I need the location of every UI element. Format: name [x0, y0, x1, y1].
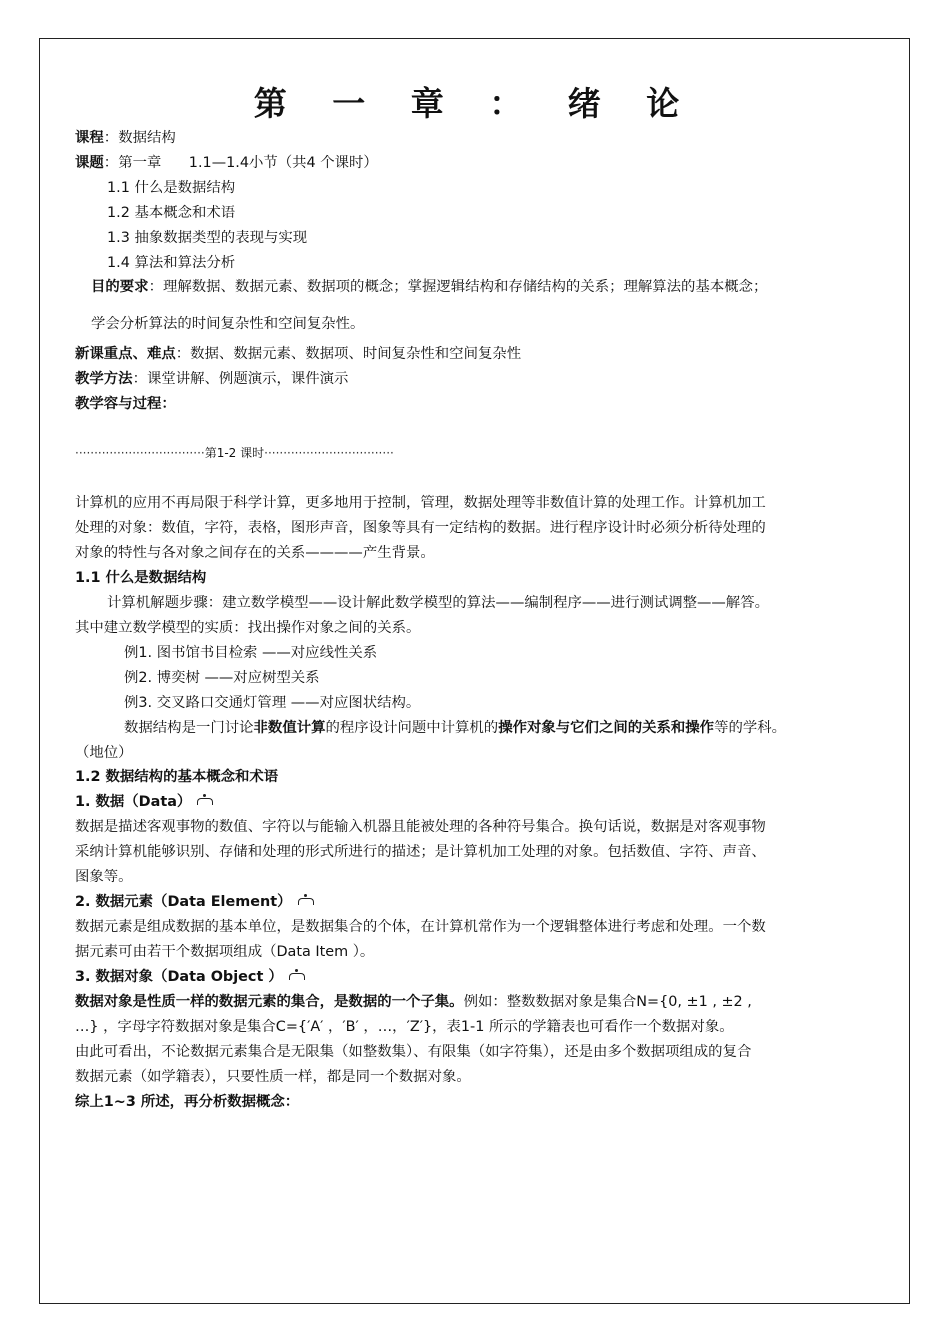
item-3-title	[75, 967, 305, 987]
example-item: 例2. 博奕树 ——对应树型关系	[124, 670, 320, 686]
item-3-lead-rest: 例如：整数数据对象是集合N={0, ±1 , ±2 ,	[463, 994, 752, 1010]
process-heading: 教学容与过程：	[75, 396, 176, 412]
annotation-icon	[298, 898, 314, 905]
toc-item: 1.2 基本概念和术语	[107, 205, 236, 221]
example-item: 例1. 图书馆书目检索 ——对应线性关系	[124, 645, 378, 661]
key-points-line	[75, 344, 521, 364]
item-3-lead	[75, 992, 752, 1012]
summary-line: 综上1~3 所述，再分析数据概念：	[75, 1094, 300, 1110]
item-1-title	[75, 792, 213, 812]
session-dots-left: ··································	[75, 446, 205, 460]
item-2-line: 数据元素是组成数据的基本单位，是数据集合的个体，在计算机常作为一个逻辑整体进行考虑和处理。一个数	[75, 919, 766, 935]
example-item: 例3. 交叉路口交通灯管理 ——对应图状结构。	[124, 695, 421, 711]
item-2-title-text: 2. 数据元素（Data Element）	[75, 894, 292, 910]
definition-text: 的程序设计问题中计算机的	[325, 720, 499, 736]
key-points-label: 新课重点、难点	[75, 346, 176, 362]
session-dots-right: ··································	[264, 446, 394, 460]
topic-line	[75, 153, 378, 173]
chapter-title: 第 一 章 ： 绪 论	[253, 84, 697, 123]
toc-item: 1.1 什么是数据结构	[107, 180, 236, 196]
intro-line: 计算机的应用不再局限于科学计算，更多地用于控制，管理，数据处理等非数值计算的处理工作。计算机加工	[75, 495, 766, 511]
annotation-icon	[289, 973, 305, 980]
item-3-line: 由此可看出，不论数据元素集合是无限集（如整数集）、有限集（如字符集），还是由多个数据项组成的复合	[75, 1044, 752, 1060]
key-points-value: ：数据、数据元素、数据项、时间复杂性和空间复杂性	[175, 346, 522, 362]
definition-bold: 非数值计算	[253, 720, 326, 736]
intro-line: 处理的对象：数值，字符，表格，图形声音，图象等具有一定结构的数据。进行程序设计时必须分析待处理的	[75, 520, 766, 536]
toc-item: 1.4 算法和算法分析	[107, 255, 236, 271]
item-1-title-text: 1. 数据（Data）	[75, 794, 192, 810]
objective-label: 目的要求	[91, 279, 149, 295]
definition-text: 等的学科。	[714, 720, 787, 736]
topic-value: ：第一章 1.1—1.4小节（共4 个课时）	[103, 155, 378, 171]
objective-line	[91, 277, 767, 297]
toc-item: 1.3 抽象数据类型的表现与实现	[107, 230, 308, 246]
section-1-1-heading: 1.1 什么是数据结构	[75, 570, 207, 586]
course-label: 课程	[75, 130, 104, 146]
item-3-line: …} ，字母字符数据对象是集合C={′A′ ，′B′ ，…，′Z′}，表1-1 所示的学籍表也可看作一个数据对象。	[75, 1019, 734, 1035]
session-label: 第1-2 课时	[204, 446, 265, 460]
course-value: ：数据结构	[103, 130, 176, 146]
item-1-line: 图象等。	[75, 869, 133, 885]
item-2-title	[75, 892, 314, 912]
section-1-2-heading: 1.2 数据结构的基本概念和术语	[75, 769, 279, 785]
definition-line	[124, 718, 786, 738]
item-1-line: 采纳计算机能够识别、存储和处理的形式所进行的描述；是计算机加工处理的对象。包括数值、字符、声音、	[75, 844, 766, 860]
definition-continuation: （地位）	[75, 745, 133, 761]
method-line	[75, 369, 348, 389]
method-label: 教学方法	[75, 371, 133, 387]
annotation-icon	[197, 798, 213, 805]
item-3-title-text: 3. 数据对象（Data Object ）	[75, 969, 283, 985]
definition-bold: 操作对象与它们之间的关系和操作	[498, 720, 715, 736]
session-divider	[75, 443, 394, 463]
topic-label: 课题	[75, 155, 104, 171]
item-1-line: 数据是描述客观事物的数值、字符以与能输入机器且能被处理的各种符号集合。换句话说，数据是对客观事物	[75, 819, 766, 835]
method-value: ：课堂讲解、例题演示，课件演示	[132, 371, 349, 387]
objective-value: ：理解数据、数据元素、数据项的概念；掌握逻辑结构和存储结构的关系；理解算法的基本概念；	[148, 279, 768, 295]
solving-steps: 计算机解题步骤：建立数学模型——设计解此数学模型的算法——编制程序——进行测试调整——解答。	[107, 595, 769, 611]
item-3-line: 数据元素（如学籍表），只要性质一样，都是同一个数据对象。	[75, 1069, 471, 1085]
objective-continuation: 学会分析算法的时间复杂性和空间复杂性。	[91, 316, 365, 332]
intro-line: 对象的特性与各对象之间存在的关系————产生背景。	[75, 545, 435, 561]
definition-text: 数据结构是一门讨论	[124, 720, 254, 736]
model-essence: 其中建立数学模型的实质：找出操作对象之间的关系。	[75, 620, 421, 636]
item-2-line: 据元素可由若干个数据项组成（Data Item ）。	[75, 944, 375, 960]
course-line	[75, 128, 176, 148]
item-3-bold-lead: 数据对象是性质一样的数据元素的集合，是数据的一个子集。	[75, 994, 464, 1010]
